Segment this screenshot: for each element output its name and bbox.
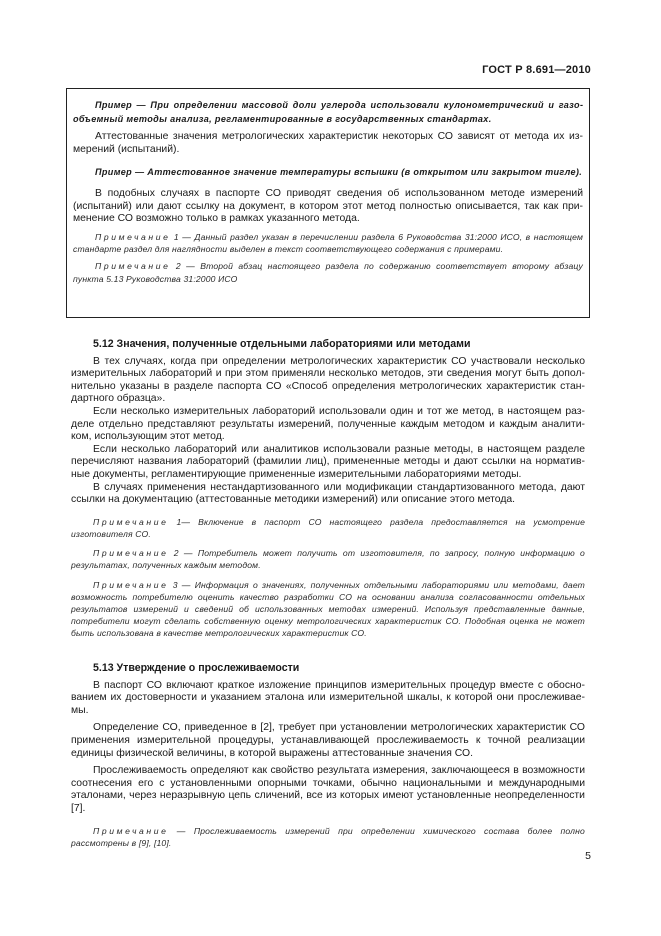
section-5-12-title: 5.12 Значения, полученные отдельными лабораториями или методами bbox=[93, 338, 471, 350]
example-flash-point: Пример — Аттестованное значение температуры вспышки (в открытом или закрытом тигле). bbox=[95, 167, 583, 178]
section-5-13-title: 5.13 Утверждение о прослеживаемости bbox=[93, 662, 300, 674]
section-5-12-p2: Если несколько измерительных лабораторий использовали один и тот же метод, в настоящем разделе отдельно представляют результаты измерений, полученные каждым методом и каждым аналитиком, использующим этот метод. bbox=[71, 405, 585, 443]
section-5-13-p3: Прослеживаемость определяют как свойство результата измерения, заключающееся в возможности соотнесения его с установленными опорными точками, обычно национальными и международными эталонами, через неразрывную цепь сличений, все из которых имеют установленные неопределенности [7]. bbox=[71, 765, 585, 814]
section-5-12-p4: В случаях применения нестандартизованного или модификации стандартизованного метода, дают ссылки на документацию (аттестованные методики измерений) или описание этого метода. bbox=[71, 481, 585, 506]
section-5-12-note-3: Примечание 3 — Информация о значениях, полученных отдельными лабораториями или методами, дает возможность потребителю оценить качество разработки СО на основании анализа согласованности отдельных результатов измерений и сведений об использованных методах измерений. Используя представленные данные, потребители могут сделать собственную оценку метрологических характеристик СО. Подобная оценка не может быть использована в качестве метрологических характеристик СО. bbox=[71, 579, 585, 639]
section-5-12-note-1: Примечание 1— Включение в паспорт СО настоящего раздела предоставляется на усмотрение изготовителя СО. bbox=[71, 516, 585, 539]
section-5-12-note-2: Примечание 2 — Потребитель может получить от изготовителя, по запросу, полную информацию о результатах, полученных каждым методом. bbox=[71, 548, 585, 571]
section-5-12-p3: Если несколько лабораторий или аналитиков использовали разные методы, в настоящем разделе перечисляют названия лабораторий (фамилии лиц), примененные методы и дают ссылки на нормативные документы, регламентирующие примененные измерительными лабораториями методы. bbox=[71, 443, 585, 480]
paragraph-method-info: В подобных случаях в паспорте СО приводят сведения об использованном методе измерений (испытаний) или дают ссылку на документ, в котором этот метод полностью описывается, так как применение СО возможно только в рамках указанного метода. bbox=[73, 188, 583, 225]
section-5-13-note: Примечание — Прослеживаемость измерений при определении химического состава более полно рассмотрены в [9], [10]. bbox=[71, 825, 585, 848]
section-5-13-p2: Определение СО, приведенное в [2], требует при установлении метрологических характеристик СО применения измерительной процедуры, устанавливающей прослеживаемость к точной реализации единицы физической величины, в которой выражены аттестованные значения СО. bbox=[71, 722, 585, 759]
page-number: 5 bbox=[585, 850, 591, 862]
example-carbon: Пример — При определении массовой доли углерода использовали кулонометрический и газообъемный методы анализа, регламентированные в государственных стандартах. bbox=[73, 100, 583, 124]
paragraph-dependence: Аттестованные значения метрологических характеристик некоторых СО зависят от метода их измерений (испытаний). bbox=[73, 131, 583, 155]
section-5-12-p1: В тех случаях, когда при определении метрологических характеристик СО участвовали несколько измерительных лабораторий и при этом применяли несколько методов, эти сведения могут быть дополнительно указаны в разделе паспорта СО «Способ определения метрологических характеристик стандартного образца». bbox=[71, 355, 585, 405]
box-note-2: Примечание 2 — Второй абзац настоящего раздела по содержанию соответствует второму абзацу пункта 5.13 Руководства 31:2000 ИСО bbox=[73, 261, 583, 284]
section-5-13 bbox=[71, 662, 585, 849]
section-5-13-p1: В паспорт СО включают краткое изложение принципов измерительных процедур вместе с обоснованием их достоверности и указанием эталона или измерительной шкалы, к которой они прослеживаемы. bbox=[71, 679, 585, 716]
framed-block bbox=[66, 88, 590, 318]
box-note-1: Примечание 1 — Данный раздел указан в перечислении раздела 6 Руководства 31:2000 ИСО, в настоящем стандарте раздел для наглядности выделен в текст соответствующего содержания с примерами. bbox=[73, 231, 583, 255]
section-5-12 bbox=[71, 338, 585, 640]
document-number: ГОСТ Р 8.691—2010 bbox=[482, 64, 591, 76]
